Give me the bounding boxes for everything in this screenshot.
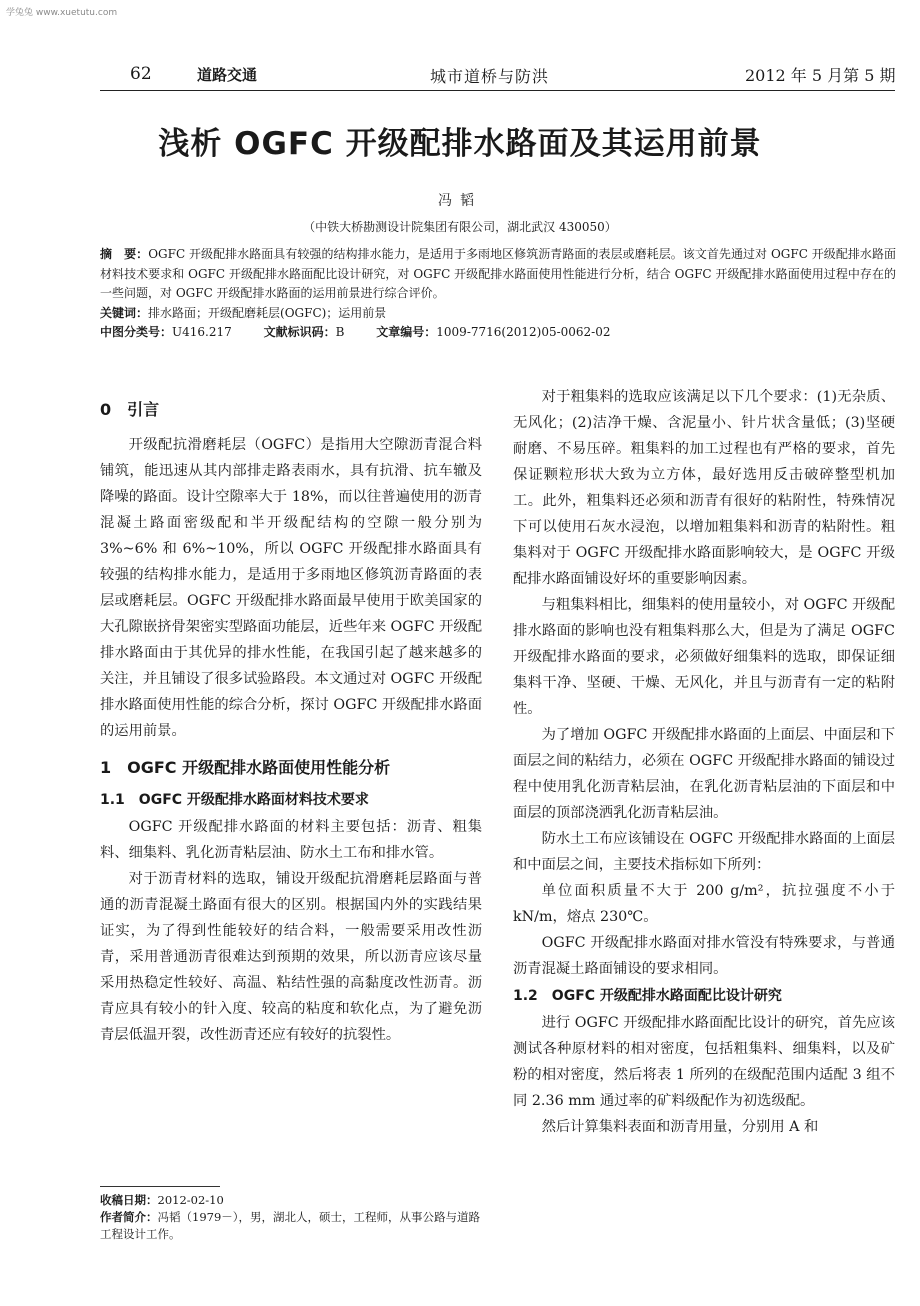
clc-number <box>100 323 232 343</box>
abstract-block <box>100 245 896 343</box>
paragraph-geotextile: 防水土工布应该铺设在 OGFC 开级配排水路面的上面层和中面层之间，主要技术指标如下所列： <box>513 831 895 873</box>
clc-label: 中图分类号： <box>100 325 173 339</box>
paragraph-drain-pipe: OGFC 开级配排水路面对排水管没有特殊要求，与普通沥青混凝土路面铺设的要求相同。 <box>513 935 895 977</box>
author-affiliation: （中铁大桥勘测设计院集团有限公司，湖北武汉 430050） <box>303 220 617 234</box>
document-code <box>264 323 345 343</box>
author-bio <box>100 1209 482 1243</box>
heading-section-1-2: 1.2 OGFC 开级配排水路面配比设计研究 <box>513 988 782 1004</box>
paragraph-tack-coat: 为了增加 OGFC 开级配排水路面的上面层、中面层和下面层之间的粘结力，必须在 OGFC 开级配排水路面的铺设过程中使用乳化沥青粘层油，在乳化沥青粘层油的下面层和中面层的顶部浇洒乳化沥青粘层油。 <box>513 727 895 821</box>
document-code-value: B <box>335 325 345 339</box>
paragraph-asphalt: 对于沥青材料的选取，铺设开级配抗滑磨耗层路面与普通的沥青混凝土路面有很大的区别。根据国内外的实践结果证实，为了得到性能较好的结合料，一般需要采用改性沥青，采用普通沥青很难达到预期的效果，所以沥青应该尽量采用热稳定性较好、高温、粘结性强的高黏度改性沥青。沥青应具有较小的针入度、较高的粘度和软化点，为了避免沥青层低温开裂，改性沥青还应有较好的抗裂性。 <box>100 871 482 1043</box>
abstract-label: 摘 要： <box>100 247 149 261</box>
article-number-value: 1009-7716(2012)05-0062-02 <box>436 325 611 339</box>
document-code-label: 文献标识码： <box>263 325 336 339</box>
abstract <box>100 245 896 304</box>
received-date <box>100 1192 482 1209</box>
journal-name: 城市道桥与防洪 <box>430 67 550 86</box>
paragraph-introduction: 开级配抗滑磨耗层（OGFC）是指用大空隙沥青混合料铺筑，能迅速从其内部排走路表雨水，具有抗滑、抗车辙及降噪的路面。设计空隙率大于 18%，而以往普遍使用的沥青混凝土路面密级配和半开级配结构的空隙一般分别为 3%~6% 和 6%~10%，所以 OGFC 开级配排水路面具有较强的结构排水能力，是适用于多雨地区修筑沥青路面的表层或磨耗层。OGFC 开级配排水路面最早使用于欧美国家的大孔隙嵌挤骨架密实型路面功能层，近些年来 OGFC 开级配排水路面由于其优异的排水性能，在我国引起了越来越多的关注，并且铺设了很多试验路段。本文通过对 OGFC 开级配排水路面使用性能的综合分析，探讨 OGFC 开级配排水路面的运用前景。 <box>100 437 482 739</box>
section-name: 道路交通 <box>197 66 258 84</box>
footnote <box>100 1192 482 1243</box>
heading-introduction: 0 引言 <box>100 400 160 419</box>
clc-value: U416.217 <box>172 325 232 339</box>
author-bio-value: 冯韬（1979－），男，湖北人，硕士，工程师，从事公路与道路工程设计工作。 <box>100 1210 481 1241</box>
received-value: 2012-02-10 <box>157 1193 224 1207</box>
article-title: 浅析 OGFC 开级配排水路面及其运用前景 <box>158 126 762 162</box>
paragraph-fine-aggregate: 与粗集料相比，细集料的使用量较小，对 OGFC 开级配排水路面的影响也没有粗集料那么大，但是为了满足 OGFC 开级配排水路面的要求，必须做好细集料的选取，即保证细集料干净、坚硬、干燥、无风化，并且与沥青有一定的粘附性。 <box>513 597 895 717</box>
article-number <box>376 323 610 343</box>
keywords-text: 排水路面；开级配磨耗层(OGFC)；运用前景 <box>148 305 387 320</box>
heading-section-1: 1 OGFC 开级配排水路面使用性能分析 <box>100 758 391 777</box>
article-number-label: 文章编号： <box>376 325 437 339</box>
keywords <box>100 304 896 324</box>
paragraph-coarse-aggregate: 对于粗集料的选取应该满足以下几个要求：(1)无杂质、无风化；(2)洁净干燥、含泥量小、针片状含量低；(3)坚硬耐磨、不易压碎。粗集料的加工过程也有严格的要求，首先保证颗粒形状大致为立方体，最好选用反击破碎整型机加工。此外，粗集料还必须和沥青有很好的粘附性，特殊情况下可以使用石灰水浸泡，以增加粗集料和沥青的粘附性。粗集料对于 OGFC 开级配排水路面影响较大，是 OGFC 开级配排水路面铺设好坏的重要影响因素。 <box>513 389 895 587</box>
issue-info: 2012 年 5 月第 5 期 <box>745 66 896 85</box>
left-column <box>100 396 482 1048</box>
footnote-rule <box>100 1186 220 1187</box>
right-column <box>513 384 895 1140</box>
abstract-text: OGFC 开级配排水路面具有较强的结构排水能力，是适用于多雨地区修筑沥青路面的表层或磨耗层。该文首先通过对 OGFC 开级配排水路面材料技术要求和 OGFC 开级配排水路面配比设计研究，对 OGFC 开级配排水路面使用性能进行分析，结合 OGFC 开级配排水路面使用过程中存在的一些问题，对 OGFC 开级配排水路面的运用前景进行综合评价。 <box>100 247 896 300</box>
keywords-label: 关键词： <box>100 305 149 320</box>
site-watermark: 学兔兔 www.xuetutu.com <box>6 8 118 18</box>
paragraph-materials: OGFC 开级配排水路面的材料主要包括：沥青、粗集料、细集料、乳化沥青粘层油、防水土工布和排水管。 <box>100 819 482 861</box>
header-rule <box>100 90 895 91</box>
paragraph-mix-design: 进行 OGFC 开级配排水路面配比设计的研究，首先应该测试各种原材料的相对密度，包括粗集料、细集料，以及矿粉的相对密度，然后将表 1 所列的在级配范围内适配 3 组不同 2.36 mm 通过率的矿料级配作为初选级配。 <box>513 1015 895 1109</box>
author-name: 冯韬 <box>438 193 482 209</box>
author-bio-label: 作者简介： <box>100 1210 158 1224</box>
received-label: 收稿日期： <box>100 1193 158 1207</box>
classification-line <box>100 323 896 343</box>
running-header <box>100 60 896 94</box>
page-number: 62 <box>130 64 152 84</box>
paragraph-geotextile-spec: 单位面积质量不大于 200 g/m²，抗拉强度不小于 kN/m，熔点 230℃。 <box>513 883 895 925</box>
heading-section-1-1: 1.1 OGFC 开级配排水路面材料技术要求 <box>100 792 369 808</box>
paragraph-asphalt-content: 然后计算集料表面和沥青用量，分别用 A 和 <box>541 1119 819 1135</box>
